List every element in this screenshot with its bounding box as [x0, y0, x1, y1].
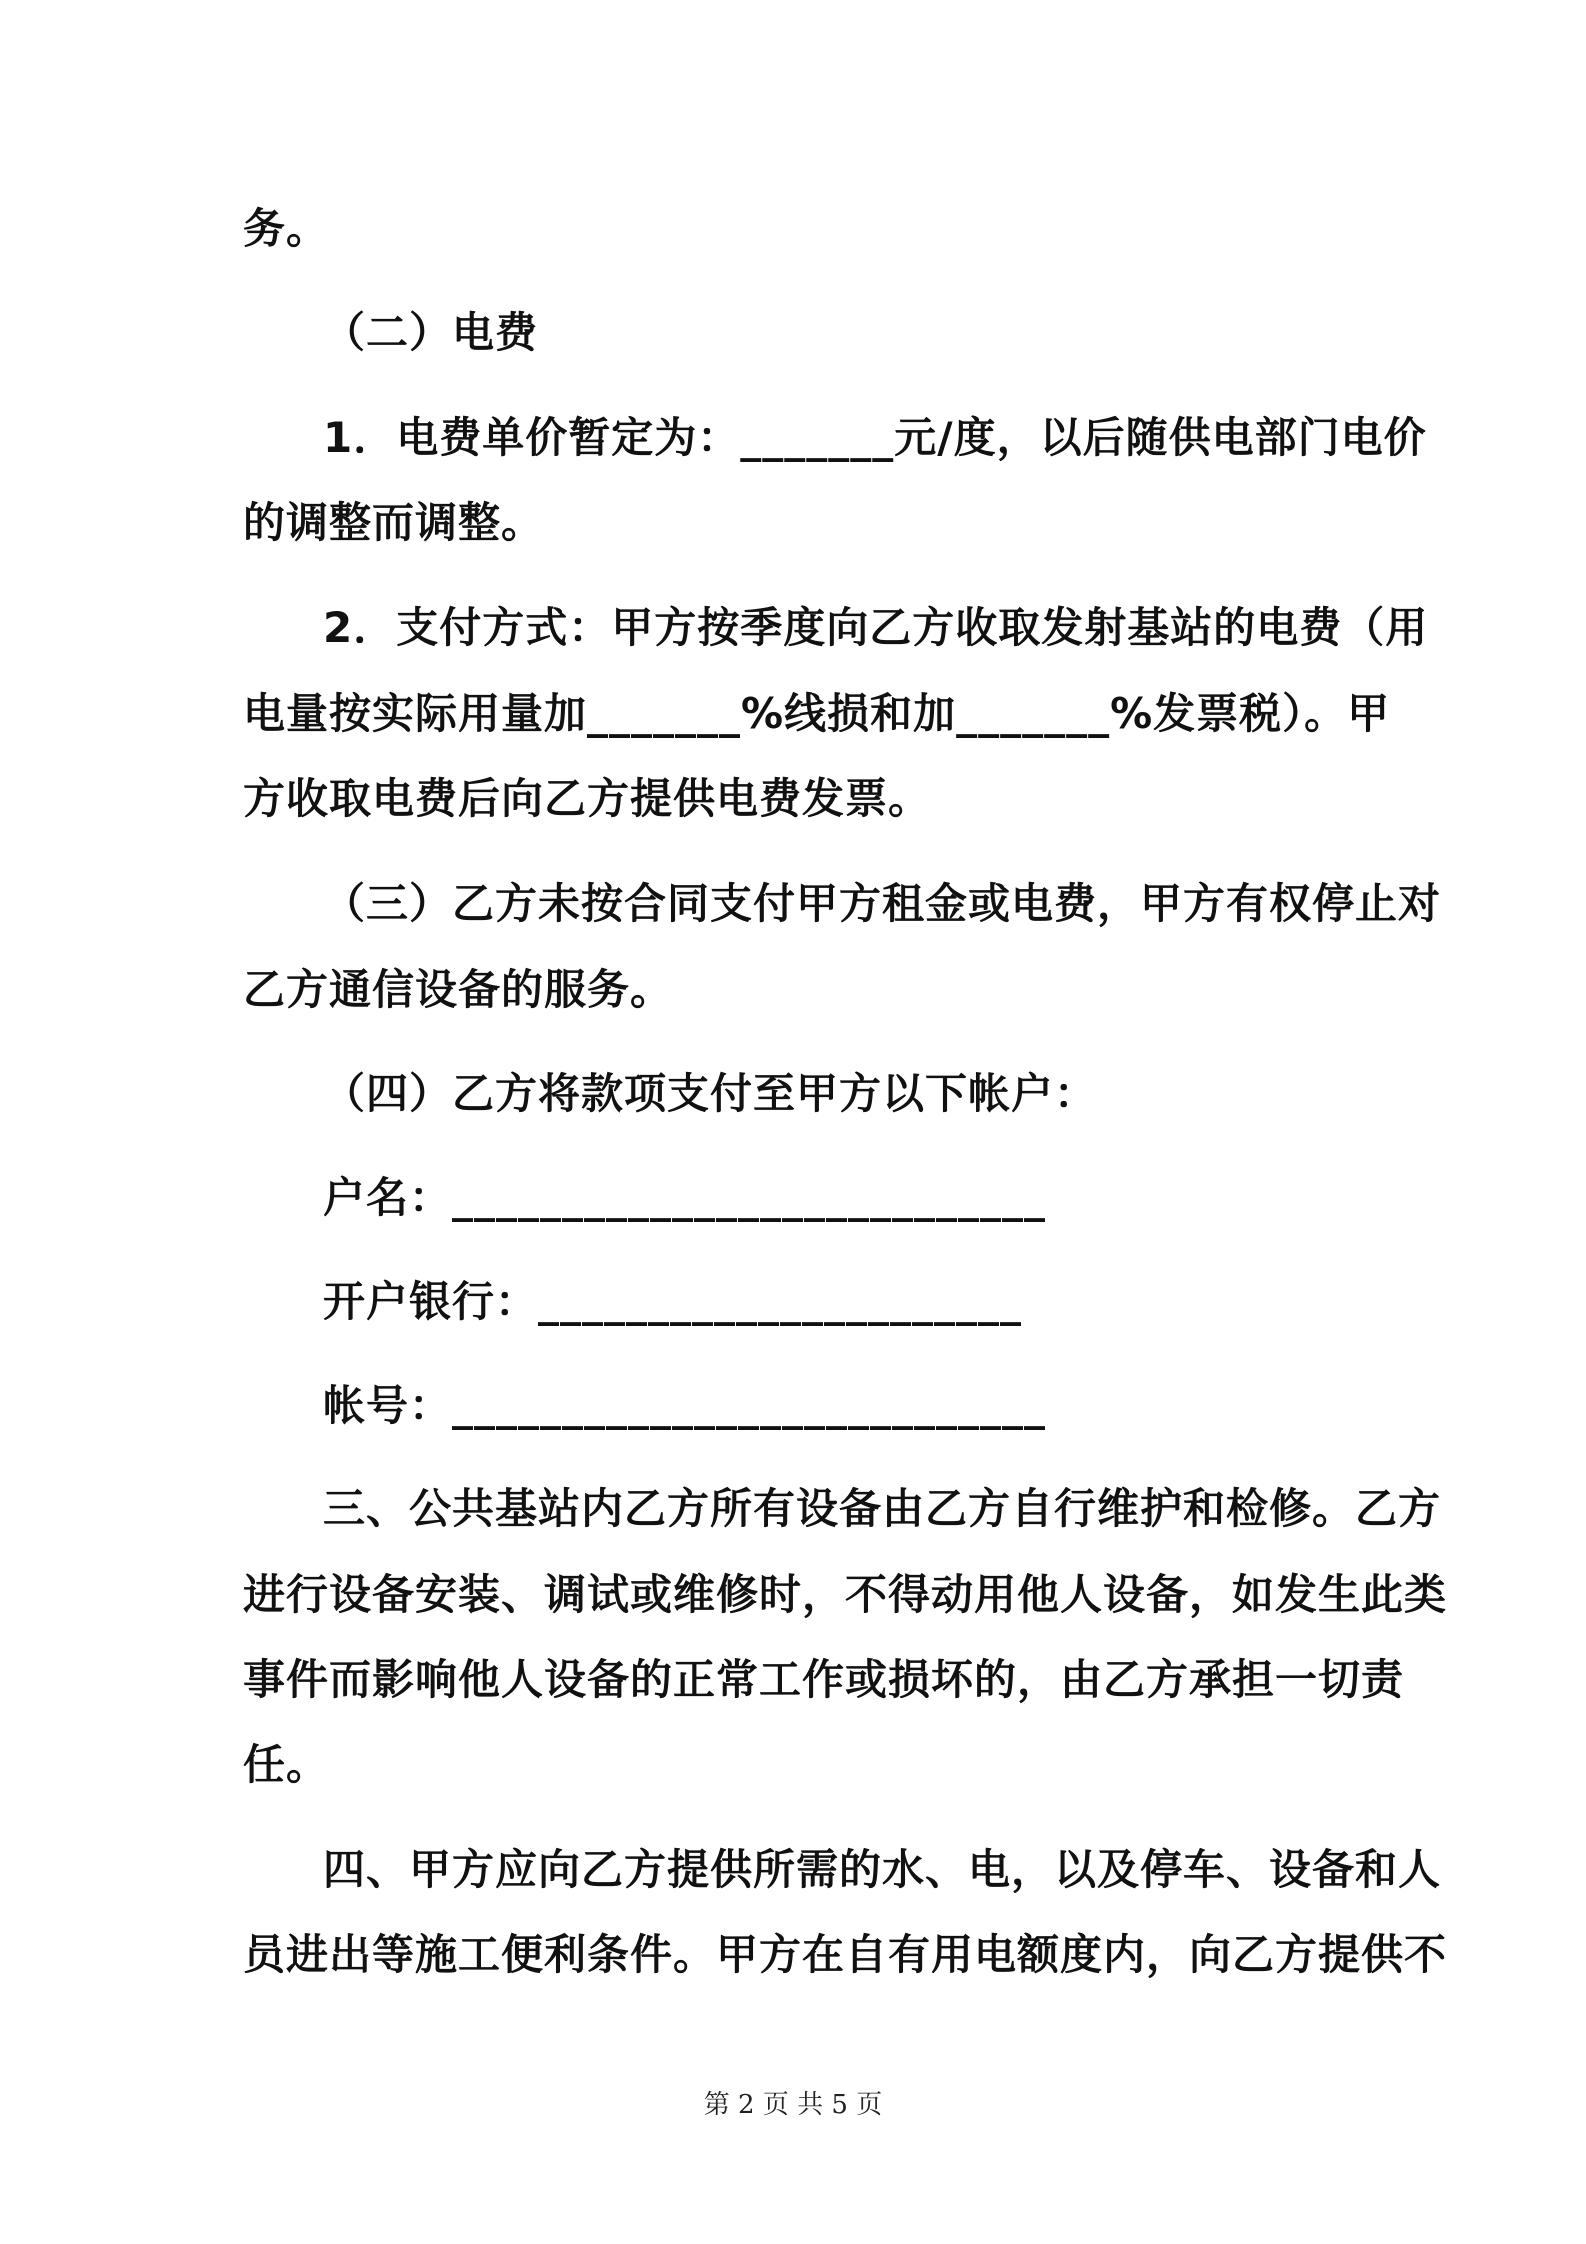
- paragraph-line: 乙方通信设备的服务。: [243, 965, 674, 1014]
- paragraph-line: 的调整而调整。: [243, 498, 545, 547]
- paragraph-line: 任。: [243, 1740, 330, 1789]
- page-number-footer: 第 2 页 共 5 页: [703, 2090, 883, 2120]
- paragraph-line: 务。: [243, 204, 330, 253]
- paragraph-line: 电量按实际用量加_______%线损和加_______%发票税）。甲: [243, 689, 1391, 738]
- paragraph-line: 事件而影响他人设备的正常工作或损坏的，由乙方承担一切责: [243, 1655, 1405, 1704]
- paragraph-line: 四、甲方应向乙方提供所需的水、电，以及停车、设备和人: [323, 1845, 1442, 1894]
- paragraph-line: 进行设备安装、调试或维修时，不得动用他人设备，如发生此类: [243, 1570, 1448, 1619]
- paragraph-line: 三、公共基站内乙方所有设备由乙方自行维护和检修。乙方: [323, 1484, 1442, 1533]
- account-number-field: 帐号：___________________________: [323, 1381, 1047, 1430]
- paragraph-line: （四）乙方将款项支付至甲方以下帐户：: [323, 1069, 1098, 1118]
- paragraph-line: 1．电费单价暂定为：_______元/度，以后随供电部门电价: [323, 413, 1427, 462]
- section-heading: （二）电费: [323, 308, 539, 357]
- paragraph-line: 2．支付方式：甲方按季度向乙方收取发射基站的电费（用: [323, 603, 1429, 652]
- account-name-field: 户名：___________________________: [323, 1173, 1047, 1222]
- paragraph-line: 方收取电费后向乙方提供电费发票。: [243, 774, 932, 823]
- paragraph-line: 员进出等施工便利条件。甲方在自有用电额度内，向乙方提供不: [243, 1930, 1448, 1979]
- paragraph-line: （三）乙方未按合同支付甲方租金或电费，甲方有权停止对: [323, 879, 1442, 928]
- bank-name-field: 开户银行：______________________: [323, 1277, 1023, 1326]
